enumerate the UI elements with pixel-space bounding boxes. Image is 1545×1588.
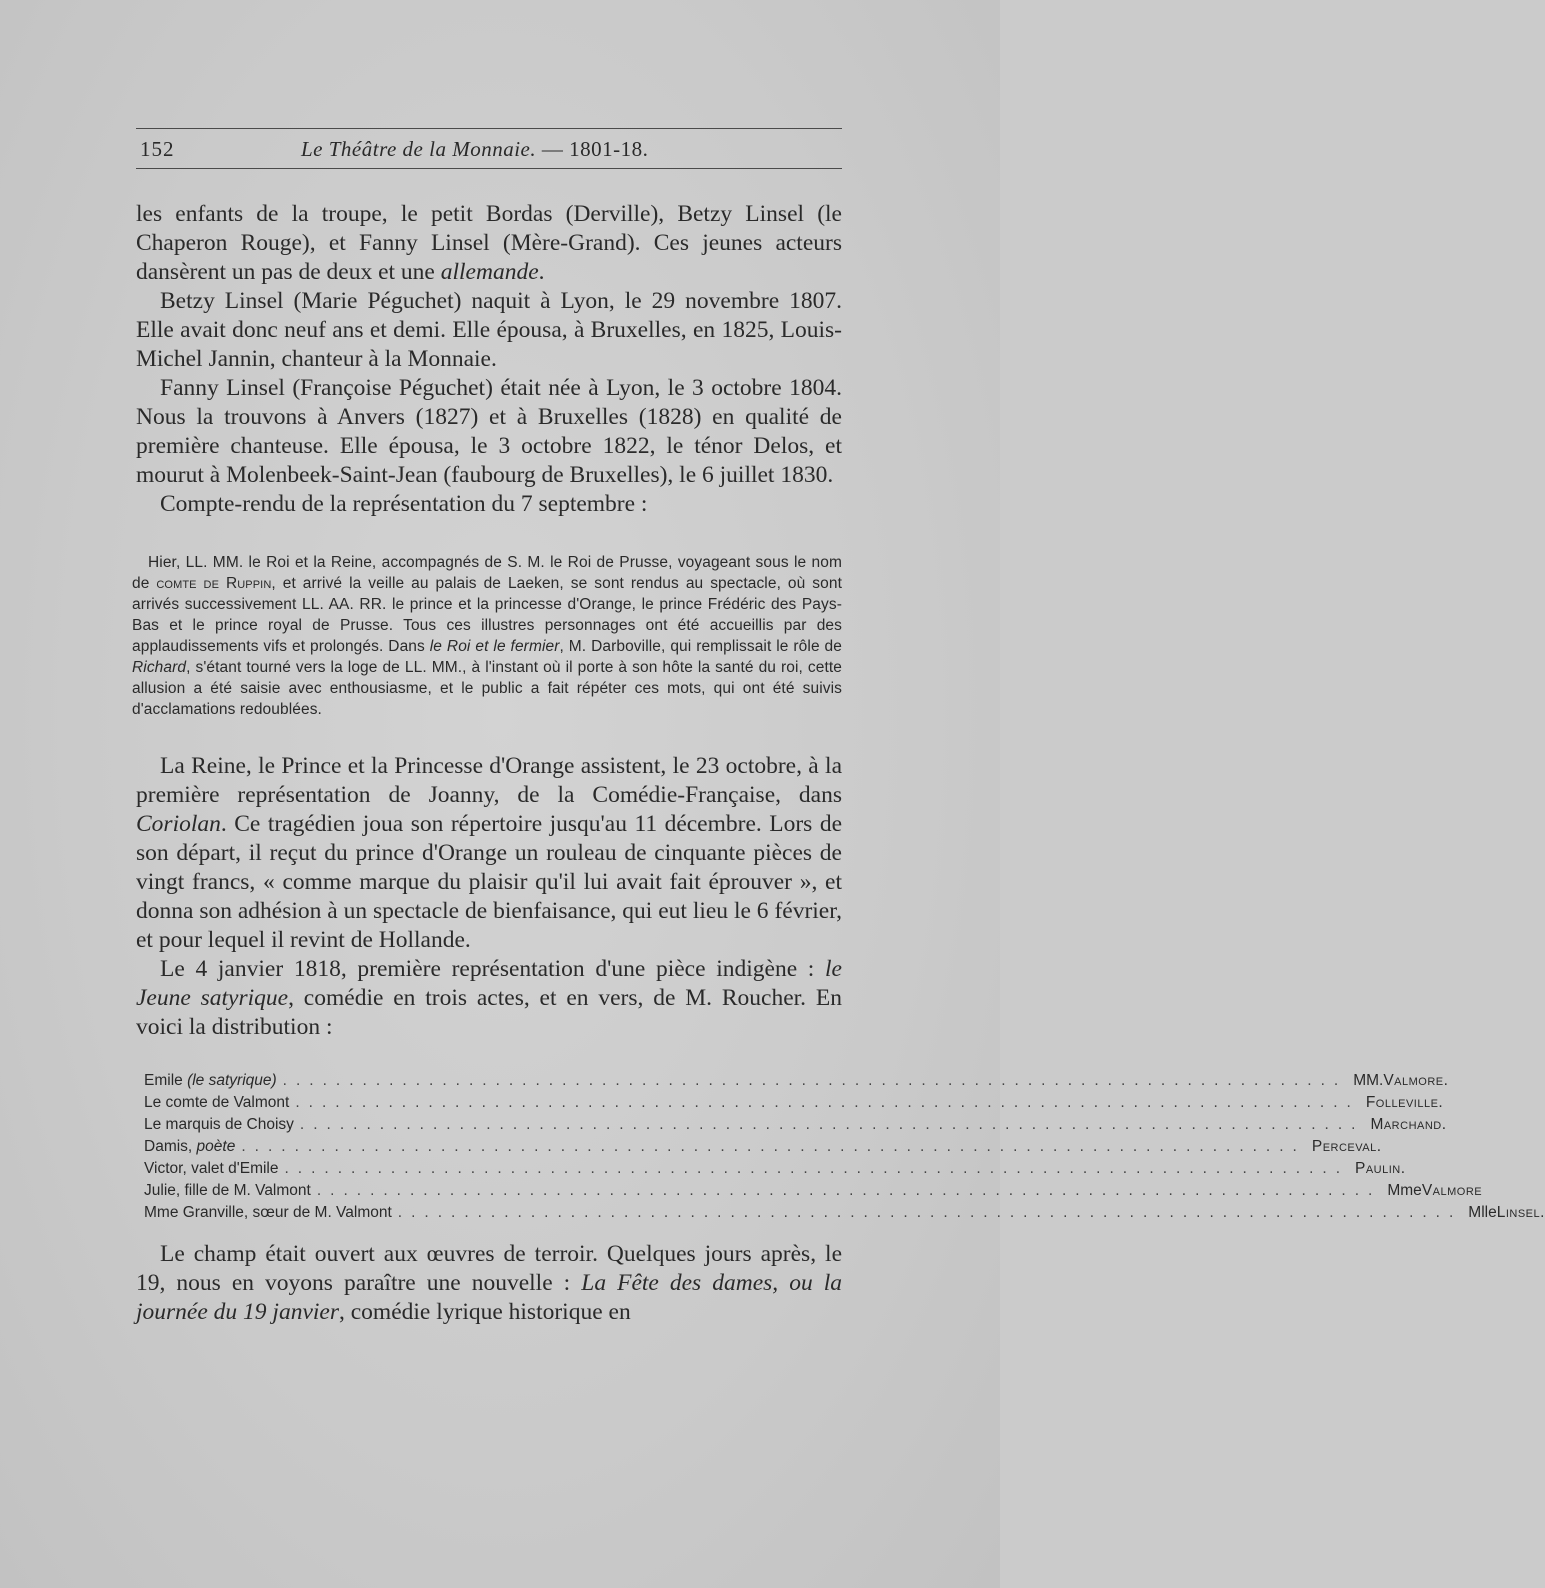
dot-leader: ................................................................................ [284, 1160, 1349, 1177]
cast-actor: Linsel. [1496, 1204, 1545, 1221]
cast-role-italic: (le satyrique) [187, 1072, 277, 1089]
dot-leader: ................................................................................ [282, 1072, 1348, 1089]
cast-actor: Paulin. [1355, 1160, 1406, 1177]
paragraph-1-italic: allemande [440, 259, 539, 285]
cast-role: Emile (le satyrique) [144, 1072, 277, 1089]
dot-leader: ................................................................................ [316, 1182, 1382, 1199]
cast-prefix: MM. [1353, 1072, 1384, 1089]
cast-prefix: Mme [1387, 1182, 1422, 1199]
cast-role: Damis, poète [144, 1138, 236, 1155]
paragraph-5: La Reine, le Prince et la Princesse d'Orange assistent, le 23 octobre, à la première représentation de Joanny, de la Comédie-Française, dans Coriolan. Ce tragédien joua son répertoire jusqu'au 11 décembre. Lors de son départ, il reçut du prince d'Orange un rouleau de cinquante pièces de vingt francs, « comme marque du plaisir qu'il lui avait fait éprouver », et donna son adhésion à un spectacle de bienfaisance, qui eut lieu le 6 février, et pour lequel il revint de Hollande. [136, 753, 842, 953]
cast-role-italic: poète [196, 1138, 236, 1155]
running-header [136, 134, 842, 164]
dot-leader: ................................................................................ [299, 1116, 1365, 1133]
cast-role: Le marquis de Choisy [144, 1116, 294, 1133]
cast-role: Julie, fille de M. Valmont [144, 1182, 311, 1199]
running-title-italic: Le Théâtre de la Monnaie. [301, 137, 537, 161]
header-rule-bottom [136, 168, 842, 169]
quote-part-2: , et arrivé la veille au palais de Laeken, se sont rendus au spectacle, où sont arrivés successivement LL. AA. RR. le prince et la princesse d'Orange, le prince Frédéric des Pays-Bas et le prince royal de Prusse. Tous ces illustres personnages ont été accueillis par des applaudissements vifs et prolongés. Dans [132, 575, 842, 655]
cast-actor: Valmore [1421, 1182, 1483, 1199]
cast-prefix: Mlle [1468, 1204, 1497, 1221]
cast-role: Victor, valet d'Emile [144, 1160, 279, 1177]
play-coriolan: Coriolan [136, 811, 221, 837]
paragraph-4: Compte-rendu de la représentation du 7 septembre : [160, 491, 648, 517]
cast-actor: Perceval. [1311, 1138, 1382, 1155]
quote-part-3: , M. Darboville, qui remplissait le rôle de [559, 638, 842, 655]
cast-actor: Valmore. [1383, 1072, 1449, 1089]
dot-leader: ................................................................................ [295, 1094, 1360, 1111]
paragraph-3: Fanny Linsel (Françoise Péguchet) était née à Lyon, le 3 octobre 1804. Nous la trouvons à Anvers (1827) et à Bruxelles (1828) en qualité de première chanteuse. Elle épousa, le 3 octobre 1822, le ténor Delos, et mourut à Molenbeek-Saint-Jean (faubourg de Bruxelles), le 6 juillet 1830. [136, 375, 842, 488]
cast-row [144, 1158, 1406, 1180]
cast-row [144, 1180, 1483, 1202]
body-text-bottom [136, 1240, 842, 1327]
paragraph-1: les enfants de la troupe, le petit Bordas (Derville), Betzy Linsel (le Chaperon Rouge), et Fanny Linsel (Mère-Grand). Ces jeunes acteurs dansèrent un pas de deux et une allemande. [136, 201, 842, 285]
cast-actor: Folleville. [1365, 1094, 1444, 1111]
play-jeune-satyrique: le Jeune satyrique [136, 956, 842, 1011]
body-text-middle [136, 752, 842, 1042]
cast-role: Le comte de Valmont [144, 1094, 290, 1111]
header-rule-top [136, 128, 842, 129]
cast-row [144, 1114, 1447, 1136]
paragraph-1-text: les enfants de la troupe, le petit Bordas (Derville), Betzy Linsel (le Chaperon Rouge), et Fanny Linsel (Mère-Grand). Ces jeunes acteurs dansèrent un pas de deux et une [136, 201, 842, 285]
paragraph-6: Le 4 janvier 1818, première représentation d'une pièce indigène : le Jeune satyrique, comédie en trois actes, et en vers, de M. Roucher. En voici la distribution : [136, 956, 842, 1040]
paragraph-2: Betzy Linsel (Marie Péguchet) naquit à Lyon, le 29 novembre 1807. Elle avait donc neuf ans et demi. Elle épousa, à Bruxelles, en 1825, Louis-Michel Jannin, chanteur à la Monnaie. [136, 288, 842, 372]
paragraph-7: Le champ était ouvert aux œuvres de terroir. Quelques jours après, le 19, nous en voyons paraître une nouvelle : La Fête des dames, ou la journée du 19 janvier, comédie lyrique historique en [136, 1241, 843, 1325]
quoted-review [132, 552, 842, 720]
quote-smallcaps-name: comte de Ruppin [156, 575, 272, 592]
quote-part-1: Hier, LL. MM. le Roi et la Reine, accompagnés de S. M. le Roi de Prusse, voyageant sous le nom de [132, 554, 842, 592]
quote-role-name: Richard [132, 659, 187, 676]
body-text-top [136, 200, 842, 519]
page-number: 152 [140, 137, 175, 161]
cast-row [144, 1202, 1545, 1224]
quote-part-4: , s'étant tourné vers la loge de LL. MM., à l'instant où il porte à son hôte la santé du roi, cette allusion a été saisie avec enthousiasme, et le public a fait répéter ces mots, qui ont été suivis d'acclamations redoublées. [132, 659, 842, 718]
dot-leader: ................................................................................ [241, 1138, 1306, 1155]
running-title [301, 134, 648, 164]
play-fete-des-dames: La Fête des dames, ou la journée du 19 janvier [136, 1270, 843, 1325]
cast-role: Mme Granville, sœur de M. Valmont [144, 1204, 392, 1221]
cast-row [144, 1136, 1382, 1158]
cast-actor: Marchand. [1370, 1116, 1447, 1133]
running-title-dates: — 1801-18. [541, 137, 649, 161]
cast-row [144, 1070, 1449, 1092]
dot-leader: ................................................................................ [397, 1204, 1463, 1221]
cast-list [144, 1070, 1545, 1224]
quote-play-title: le Roi et le fermier [429, 638, 560, 655]
cast-row [144, 1092, 1444, 1114]
